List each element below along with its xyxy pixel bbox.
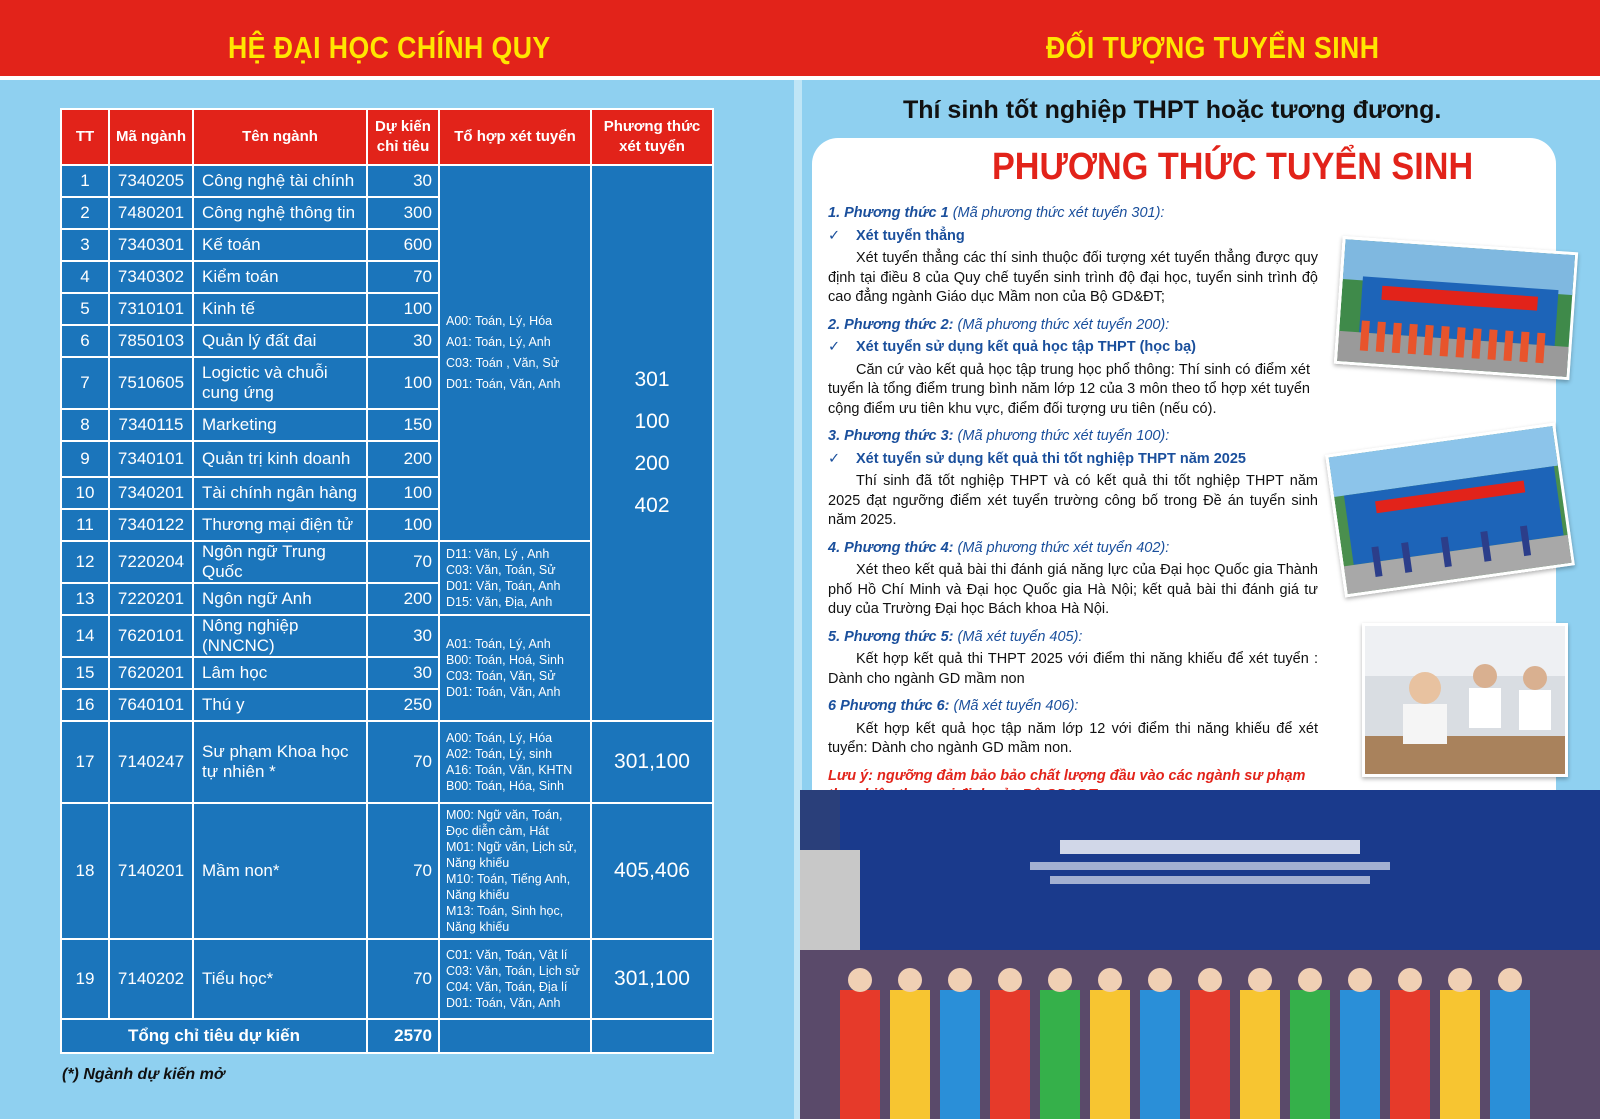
major-code: 7340205 bbox=[109, 165, 193, 197]
combo-item: B00: Toán, Hóa, Sinh bbox=[446, 779, 564, 793]
table-row bbox=[61, 165, 713, 197]
row-number: 9 bbox=[61, 441, 109, 477]
major-code: 7310101 bbox=[109, 293, 193, 325]
method-code: 301 bbox=[634, 368, 670, 391]
col-header-phuong-thuc: Phương thức xét tuyển bbox=[591, 109, 713, 165]
major-code: 7140247 bbox=[109, 721, 193, 803]
quota: 30 bbox=[367, 657, 439, 689]
subject-combos bbox=[439, 721, 591, 803]
major-code: 7620101 bbox=[109, 615, 193, 657]
total-value: 2570 bbox=[367, 1019, 439, 1053]
quota: 100 bbox=[367, 357, 439, 409]
col-header-tt: TT bbox=[61, 109, 109, 165]
method-description: Kết hợp kết quả thi THPT 2025 với điểm thi năng khiếu để xét tuyển : Dành cho ngành GD mầm non bbox=[828, 651, 1318, 687]
combo-item: C03: Toán , Văn, Sử bbox=[446, 356, 560, 370]
row-number: 18 bbox=[61, 803, 109, 939]
quota: 200 bbox=[367, 441, 439, 477]
quota: 70 bbox=[367, 721, 439, 803]
major-code: 7510605 bbox=[109, 357, 193, 409]
major-name: Thương mại điện tử bbox=[193, 509, 367, 541]
combo-item: M10: Toán, Tiếng Anh, Năng khiếu bbox=[446, 872, 571, 902]
method-check-label: Xét tuyển thẳng bbox=[856, 227, 965, 244]
combo-item: D01: Văn, Toán, Anh bbox=[446, 579, 561, 593]
combo-item: D11: Văn, Lý , Anh bbox=[446, 547, 550, 561]
method-check-label: Xét tuyển sử dụng kết quả thi tốt nghiệp THPT năm 2025 bbox=[856, 450, 1246, 467]
major-code: 7640101 bbox=[109, 689, 193, 721]
left-header-title: HỆ ĐẠI HỌC CHÍNH QUY bbox=[228, 30, 551, 65]
row-number: 8 bbox=[61, 409, 109, 441]
subject-combos bbox=[439, 615, 591, 721]
major-code: 7340115 bbox=[109, 409, 193, 441]
row-number: 1 bbox=[61, 165, 109, 197]
method-code: (Mã phương thức xét tuyển 200): bbox=[953, 316, 1170, 333]
method-check-item bbox=[828, 338, 1318, 358]
row-number: 10 bbox=[61, 477, 109, 509]
major-name: Marketing bbox=[193, 409, 367, 441]
method-check-item bbox=[828, 227, 1318, 247]
subject-combos bbox=[439, 541, 591, 615]
col-header-to-hop: Tổ hợp xét tuyển bbox=[439, 109, 591, 165]
table-row bbox=[61, 939, 713, 1019]
table-total-row bbox=[61, 1019, 713, 1053]
check-icon: ✓ bbox=[828, 227, 841, 244]
row-number: 7 bbox=[61, 357, 109, 409]
row-number: 3 bbox=[61, 229, 109, 261]
major-code: 7340122 bbox=[109, 509, 193, 541]
row-number: 19 bbox=[61, 939, 109, 1019]
major-code: 7340301 bbox=[109, 229, 193, 261]
major-name: Quản trị kinh doanh bbox=[193, 441, 367, 477]
table-header-row bbox=[61, 109, 713, 165]
method-code: (Mã phương thức xét tuyển 100): bbox=[953, 428, 1170, 444]
admission-methods: 301,100 bbox=[591, 721, 713, 803]
major-code: 7220201 bbox=[109, 583, 193, 615]
major-name: Công nghệ thông tin bbox=[193, 197, 367, 229]
target-subheading: Thí sinh tốt nghiệp THPT hoặc tương đương. bbox=[903, 96, 1442, 124]
method-code: 100 bbox=[634, 410, 670, 433]
row-number: 16 bbox=[61, 689, 109, 721]
subject-combos bbox=[439, 939, 591, 1019]
quota: 70 bbox=[367, 803, 439, 939]
combo-item: C04: Văn, Toán, Địa lí bbox=[446, 980, 568, 994]
method-code: 200 bbox=[634, 452, 670, 475]
row-number: 5 bbox=[61, 293, 109, 325]
student-photo bbox=[1362, 623, 1568, 777]
row-number: 13 bbox=[61, 583, 109, 615]
row-number: 15 bbox=[61, 657, 109, 689]
combo-item: D01: Toán, Văn, Anh bbox=[446, 377, 561, 391]
quota: 600 bbox=[367, 229, 439, 261]
table-row bbox=[61, 721, 713, 803]
method-check-item bbox=[828, 450, 1318, 470]
quota: 250 bbox=[367, 689, 439, 721]
method-title bbox=[828, 697, 1318, 717]
combo-item: M13: Toán, Sinh học, Năng khiếu bbox=[446, 904, 564, 934]
quota: 30 bbox=[367, 615, 439, 657]
col-header-chi-tieu: Dự kiến chỉ tiêu bbox=[367, 109, 439, 165]
event-photo-1 bbox=[1334, 236, 1578, 380]
method-name: 2. Phương thức 2: bbox=[828, 316, 954, 333]
method-name: 5. Phương thức 5: bbox=[828, 628, 954, 645]
combo-item: A01: Toán, Lý, Anh bbox=[446, 335, 551, 349]
quota: 70 bbox=[367, 261, 439, 293]
combo-item: D15: Văn, Địa, Anh bbox=[446, 595, 553, 609]
major-name: Tài chính ngân hàng bbox=[193, 477, 367, 509]
quota: 150 bbox=[367, 409, 439, 441]
major-code: 7340201 bbox=[109, 477, 193, 509]
quota: 300 bbox=[367, 197, 439, 229]
method-description: Thí sinh đã tốt nghiệp THPT và có kết quả thi tốt nghiệp THPT năm 2025 đạt ngưỡng điểm xét tuyển trường công bố trong Đề án tuyển sinh năm 2025. bbox=[828, 473, 1318, 528]
combo-item: C03: Văn, Toán, Sử bbox=[446, 563, 556, 577]
method-title bbox=[828, 204, 1318, 224]
combo-item: B00: Toán, Hoá, Sinh bbox=[446, 653, 564, 667]
major-code: 7340302 bbox=[109, 261, 193, 293]
row-number: 14 bbox=[61, 615, 109, 657]
total-empty-cell bbox=[591, 1019, 713, 1053]
quota: 200 bbox=[367, 583, 439, 615]
quota: 70 bbox=[367, 939, 439, 1019]
combo-item: M01: Ngữ văn, Lịch sử, Năng khiếu bbox=[446, 840, 577, 870]
method-name: 1. Phương thức 1 bbox=[828, 205, 949, 221]
major-name: Quản lý đất đai bbox=[193, 325, 367, 357]
combo-item: C01: Văn, Toán, Vật lí bbox=[446, 948, 568, 962]
quota: 100 bbox=[367, 509, 439, 541]
method-description: Xét tuyển thẳng các thí sinh thuộc đối tượng xét tuyển thẳng được quy định tại điều 8 của Quy chế tuyển sinh trình độ đại học, tuyển sinh trình độ cao đẳng ngành Giáo dục Mầm non của Bộ GD&ĐT; bbox=[828, 250, 1318, 305]
major-name: Nông nghiệp (NNCNC) bbox=[193, 615, 367, 657]
major-name: Công nghệ tài chính bbox=[193, 165, 367, 197]
check-icon: ✓ bbox=[828, 450, 841, 467]
quota: 30 bbox=[367, 325, 439, 357]
major-name: Tiểu học* bbox=[193, 939, 367, 1019]
ceremony-photo bbox=[800, 790, 1600, 1119]
major-code: 7140201 bbox=[109, 803, 193, 939]
major-name: Thú y bbox=[193, 689, 367, 721]
check-icon: ✓ bbox=[828, 339, 841, 355]
subject-combos bbox=[439, 803, 591, 939]
row-number: 2 bbox=[61, 197, 109, 229]
major-code: 7220204 bbox=[109, 541, 193, 583]
major-name: Sư phạm Khoa học tự nhiên * bbox=[193, 721, 367, 803]
method-title bbox=[828, 628, 1318, 648]
quota: 70 bbox=[367, 541, 439, 583]
quota: 100 bbox=[367, 477, 439, 509]
row-number: 12 bbox=[61, 541, 109, 583]
method-title bbox=[828, 539, 1318, 559]
combo-item: A00: Toán, Lý, Hóa bbox=[446, 314, 553, 328]
major-name: Ngôn ngữ Trung Quốc bbox=[193, 541, 367, 583]
methods-list bbox=[828, 196, 1318, 806]
methods-panel-title: PHƯƠNG THỨC TUYỂN SINH bbox=[992, 146, 1474, 188]
combo-item: A02: Toán, Lý, sinh bbox=[446, 747, 553, 761]
subject-combos bbox=[439, 165, 591, 541]
col-header-ten-nganh: Tên ngành bbox=[193, 109, 367, 165]
admission-methods bbox=[591, 165, 713, 721]
total-empty-cell bbox=[439, 1019, 591, 1053]
table-row bbox=[61, 803, 713, 939]
combo-item: A16: Toán, Văn, KHTN bbox=[446, 763, 573, 777]
col-header-ma-nganh: Mã ngành bbox=[109, 109, 193, 165]
major-code: 7140202 bbox=[109, 939, 193, 1019]
combo-item: A01: Toán, Lý, Anh bbox=[446, 637, 551, 651]
major-code: 7480201 bbox=[109, 197, 193, 229]
major-code: 7340101 bbox=[109, 441, 193, 477]
combo-item: M00: Ngữ văn, Toán, Đọc diễn cảm, Hát bbox=[446, 808, 563, 838]
method-check-label: Xét tuyển sử dụng kết quả học tập THPT (học bạ) bbox=[856, 339, 1196, 355]
combo-item: C03: Văn, Toán, Lịch sử bbox=[446, 964, 580, 978]
admission-methods: 405,406 bbox=[591, 803, 713, 939]
right-header-title: ĐỐI TƯỢNG TUYỂN SINH bbox=[1046, 30, 1380, 65]
method-code: (Mã phương thức xét tuyển 402): bbox=[953, 539, 1170, 556]
major-name: Logictic và chuỗi cung ứng bbox=[193, 357, 367, 409]
table-footnote: (*) Ngành dự kiến mở bbox=[62, 1066, 225, 1083]
major-name: Lâm học bbox=[193, 657, 367, 689]
admission-methods: 301,100 bbox=[591, 939, 713, 1019]
row-number: 4 bbox=[61, 261, 109, 293]
row-number: 6 bbox=[61, 325, 109, 357]
combo-item: D01: Toán, Văn, Anh bbox=[446, 996, 561, 1010]
method-name: 4. Phương thức 4: bbox=[828, 539, 954, 556]
method-code: 402 bbox=[634, 494, 670, 517]
method-title bbox=[828, 427, 1318, 447]
major-name: Kinh tế bbox=[193, 293, 367, 325]
method-code: (Mã xét tuyển 406): bbox=[949, 698, 1079, 714]
major-name: Mầm non* bbox=[193, 803, 367, 939]
method-description: Kết hợp kết quả học tập năm lớp 12 với điểm thi năng khiếu để xét tuyển: Dành cho ngành GD mầm non. bbox=[828, 720, 1318, 756]
major-name: Ngôn ngữ Anh bbox=[193, 583, 367, 615]
method-code: (Mã phương thức xét tuyển 301): bbox=[948, 205, 1165, 221]
total-label: Tổng chỉ tiêu dự kiến bbox=[61, 1019, 367, 1053]
quota: 30 bbox=[367, 165, 439, 197]
admission-table bbox=[60, 108, 714, 1054]
major-code: 7620201 bbox=[109, 657, 193, 689]
combo-item: A00: Toán, Lý, Hóa bbox=[446, 731, 553, 745]
row-number: 11 bbox=[61, 509, 109, 541]
method-description: Căn cứ vào kết quả học tập trung học phổ thông: Thí sinh có điểm xét tuyển là tổng điểm trung bình năm lớp 12 của 3 môn theo tổ hợp xét tuyển cộng điểm ưu tiên khu vực, điểm đối tượng ưu tiên (nếu có). bbox=[828, 361, 1310, 417]
major-name: Kiểm toán bbox=[193, 261, 367, 293]
major-name: Kế toán bbox=[193, 229, 367, 261]
method-code: (Mã xét tuyển 405): bbox=[953, 628, 1083, 645]
method-description: Xét theo kết quả bài thi đánh giá năng lực của Đại học Quốc gia Thành phố Hồ Chí Minh và Đại học Quốc gia Hà Nội; kết quả bài thi đánh giá tư duy của Trường Đại học Bách khoa Hà Nội. bbox=[828, 562, 1318, 617]
major-code: 7850103 bbox=[109, 325, 193, 357]
quota: 100 bbox=[367, 293, 439, 325]
row-number: 17 bbox=[61, 721, 109, 803]
quality-note: Lưu ý: ngưỡng đảm bảo bảo chất lượng đầu vào các ngành sư phạm bbox=[828, 767, 1306, 784]
combo-item: D01: Toán, Văn, Anh bbox=[446, 685, 561, 699]
method-name: 6 Phương thức 6: bbox=[828, 698, 950, 714]
method-name: 3. Phương thức 3: bbox=[828, 428, 954, 444]
combo-item: C03: Toán, Văn, Sử bbox=[446, 669, 556, 683]
method-title bbox=[828, 316, 1318, 336]
